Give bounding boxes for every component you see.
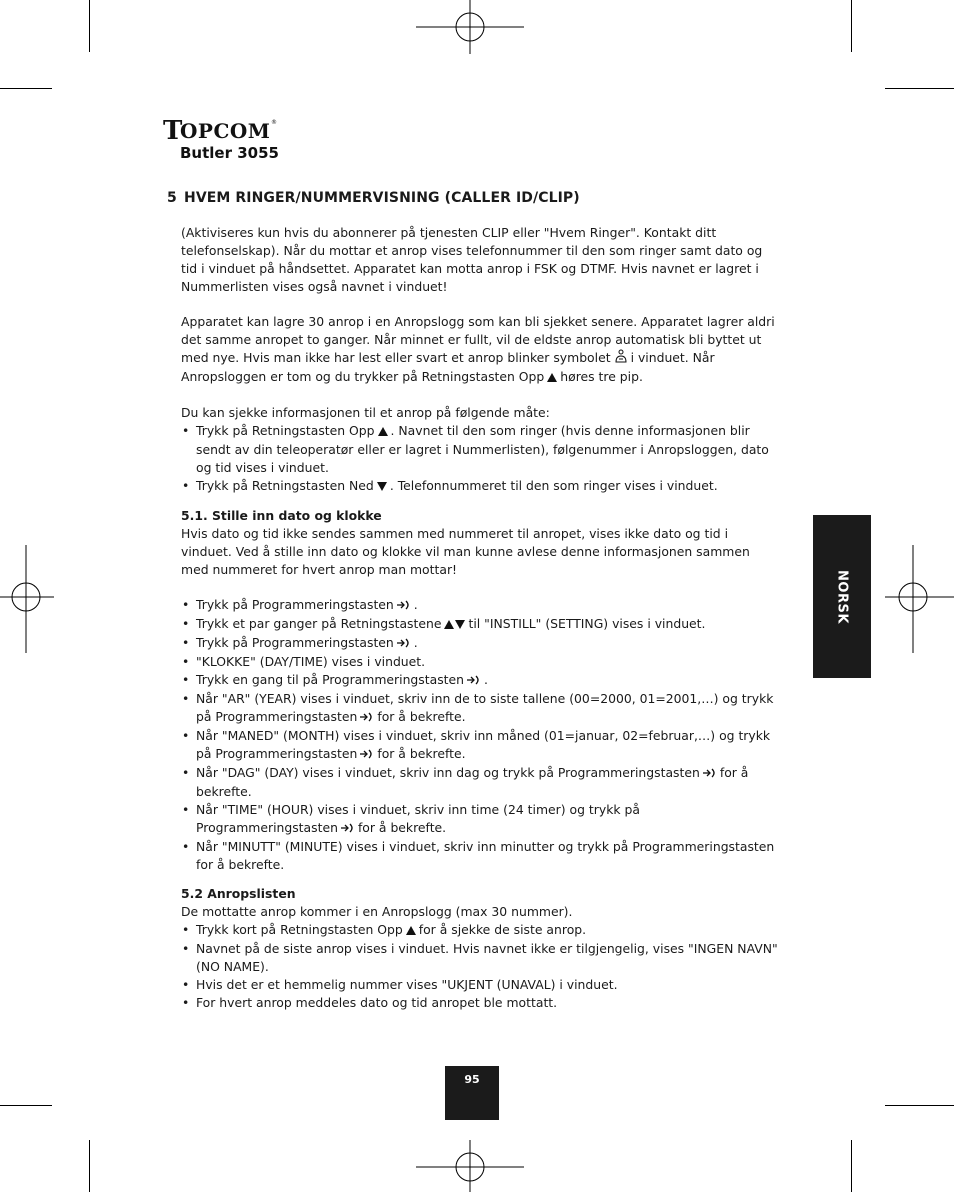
new-call-icon	[614, 349, 628, 368]
arrow-up-icon	[406, 922, 416, 940]
list-item: • Trykk på Programmeringstasten .	[181, 634, 781, 653]
section-title-text: HVEM RINGER/NUMMERVISNING (CALLER ID/CLIP)	[184, 190, 580, 206]
crop-mark	[851, 0, 852, 52]
subsection-title-5-2: 5.2 Anropslisten	[181, 886, 296, 901]
svg-text:OPCOM: OPCOM	[180, 119, 271, 143]
list-item: • Når "MINUTT" (MINUTE) vises i vinduet, skriv inn minutter og trykk på Programmeringstasten for å bekrefte.	[181, 838, 781, 874]
list-item: • Når "MANED" (MONTH) vises i vinduet, skriv inn måned (01=januar, 02=februar,…) og trykk på Programmeringstasten for å bekrefte.	[181, 727, 781, 764]
list-item: • Trykk på Retningstasten Ned . Telefonnummeret til den som ringer vises i vinduet.	[181, 477, 781, 496]
list-item: • Hvis det er et hemmelig nummer vises "UKJENT (UNAVAL) i vinduet.	[181, 976, 781, 994]
registration-mark-top	[416, 0, 524, 54]
language-tab	[813, 515, 871, 678]
crop-mark	[89, 1140, 90, 1192]
program-key-icon	[360, 709, 374, 727]
intro-paragraph-2: Apparatet kan lagre 30 anrop i en Anropslogg som kan bli sjekket senere. Apparatet lagrer aldri det samme anropet to ganger. Når minnet er fullt, vil de eldste anrop automatisk bli byttet ut med nye. Hvis man ikke har lest eller svart et anrop blinker symbolet i vinduet. Når Anropsloggen er tom og du trykker på Retningstasten Opp høres tre pip.	[181, 313, 781, 387]
arrow-down-icon	[455, 616, 465, 634]
language-tab-label: NORSK	[834, 569, 850, 624]
list-item: • Trykk en gang til på Programmeringstasten .	[181, 671, 781, 690]
subsection-paragraph-5-2: De mottatte anrop kommer i en Anropslogg (max 30 nummer).	[181, 904, 573, 919]
registration-mark-bottom	[416, 1140, 524, 1192]
list-item: • "KLOKKE" (DAY/TIME) vises i vinduet.	[181, 653, 781, 671]
arrow-up-icon	[444, 616, 454, 634]
list-item: • Trykk på Programmeringstasten .	[181, 596, 781, 615]
program-key-icon	[703, 765, 717, 783]
section-title	[167, 190, 580, 206]
list-item: • Når "DAG" (DAY) vises i vinduet, skriv inn dag og trykk på Programmeringstasten for å bekrefte.	[181, 764, 781, 801]
list-item: • Når "AR" (YEAR) vises i vinduet, skriv inn de to siste tallene (00=2000, 01=2001,…) og trykk på Programmeringstasten for å bekrefte.	[181, 690, 781, 727]
program-key-icon	[467, 672, 481, 690]
list-item: • Trykk et par ganger på Retningstastene til "INSTILL" (SETTING) vises i vinduet.	[181, 615, 781, 634]
svg-text:®: ®	[271, 119, 277, 126]
topcom-logo	[163, 114, 277, 144]
intro-paragraph-3: Du kan sjekke informasjonen til et anrop på følgende måte:	[181, 405, 550, 420]
arrow-down-icon	[377, 478, 387, 496]
program-key-icon	[360, 746, 374, 764]
setup-list	[181, 596, 781, 874]
arrow-up-icon	[547, 369, 557, 387]
subsection-paragraph-5-1: Hvis dato og tid ikke sendes sammen med nummeret til anropet, vises ikke dato og tid i vinduet. Ved å stille inn dato og klokke vil man kunne avlese denne informasjonen sammen med nummeret for hvert anrop man mottar!	[181, 526, 750, 577]
intro-list	[181, 422, 781, 496]
subsection-title-5-1: 5.1. Stille inn dato og klokke	[181, 508, 382, 523]
program-key-icon	[397, 597, 411, 615]
crop-mark	[0, 1105, 52, 1106]
crop-mark	[851, 1140, 852, 1192]
intro-paragraph-1: (Aktiviseres kun hvis du abonnerer på tjenesten CLIP eller "Hvem Ringer". Kontakt ditt telefonselskap). Når du mottar et anrop vises telefonnummer til den som ringer samt dato og tid i vinduet på håndsettet. Apparatet kan motta anrop i FSK og DTMF. Hvis navnet er lagret i Nummerlisten vises også navnet i vinduet!	[181, 225, 763, 294]
crop-mark	[885, 1105, 954, 1106]
registration-mark-left	[0, 545, 54, 653]
svg-text:T: T	[163, 116, 183, 144]
crop-mark	[885, 88, 954, 89]
program-key-icon	[341, 820, 355, 838]
list-item: • Trykk kort på Retningstasten Opp for å sjekke de siste anrop.	[181, 921, 781, 940]
list-item: • Trykk på Retningstasten Opp . Navnet til den som ringer (hvis denne informasjonen blir sendt av din teleoperatør eller er lagret i Nummerlisten), følgenummer i Anropsloggen, dato og tid vises i vinduet.	[181, 422, 781, 477]
arrow-up-icon	[378, 423, 388, 441]
list-item: • For hvert anrop meddeles dato og tid anropet ble mottatt.	[181, 994, 781, 1012]
page-number: 95	[445, 1066, 499, 1120]
model-name: Butler 3055	[180, 144, 279, 162]
crop-mark	[0, 88, 52, 89]
registration-mark-right	[885, 545, 954, 653]
list-item: • Navnet på de siste anrop vises i vinduet. Hvis navnet ikke er tilgjengelig, vises "INGEN NAVN" (NO NAME).	[181, 940, 781, 976]
content	[181, 224, 781, 1012]
program-key-icon	[397, 635, 411, 653]
call-list	[181, 921, 781, 1012]
section-number: 5	[167, 190, 177, 206]
list-item: • Når "TIME" (HOUR) vises i vinduet, skriv inn time (24 timer) og trykk på Programmeringstasten for å bekrefte.	[181, 801, 781, 838]
crop-mark	[89, 0, 90, 52]
